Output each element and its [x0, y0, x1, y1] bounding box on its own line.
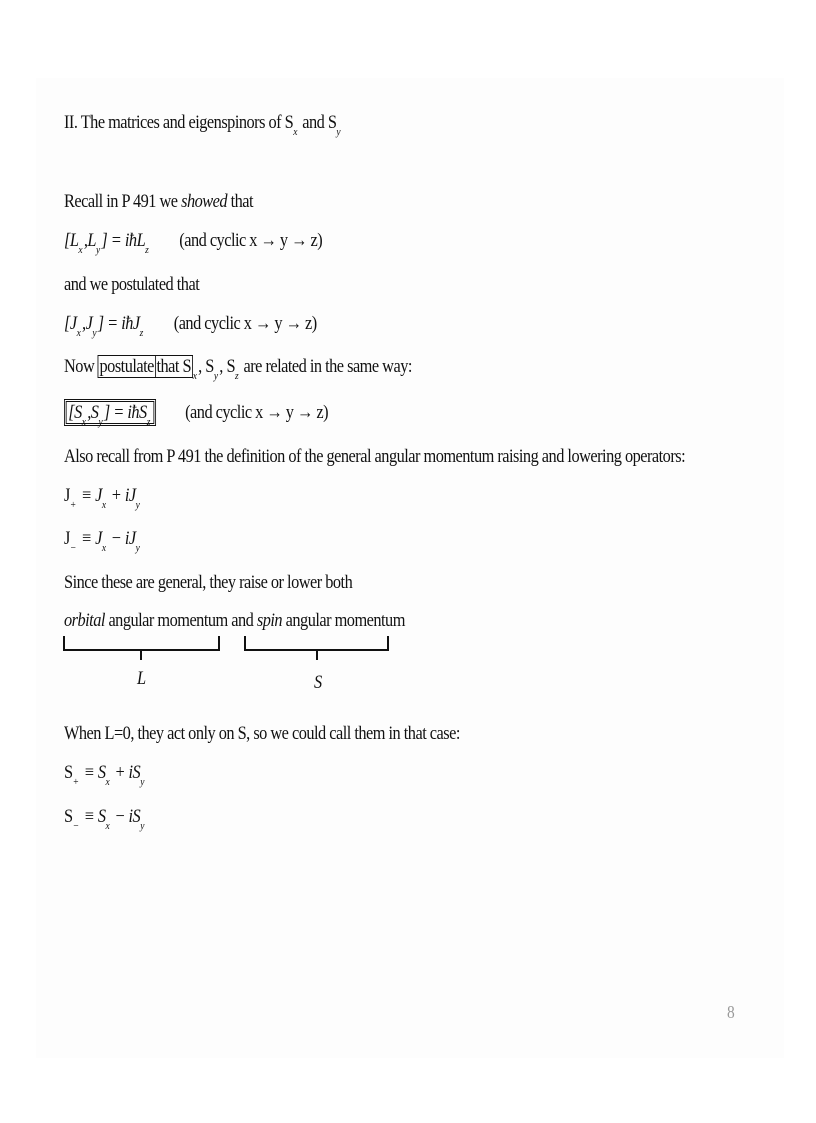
cyclic-note: (and cyclic x → y → z)	[179, 230, 323, 251]
eq-part: ] = iħL	[101, 230, 146, 251]
eq-part: [S	[68, 402, 82, 423]
eq-sub: x	[105, 776, 110, 788]
eq-part: + iS	[110, 762, 141, 783]
eq-sub: x	[78, 244, 83, 256]
eq-sub: x	[81, 416, 86, 428]
eq-sub: x	[105, 820, 110, 832]
heading-text-and: and S	[298, 112, 337, 133]
eq-part: ,S	[87, 402, 99, 423]
now-text: Now	[64, 356, 98, 377]
eq-part: − iS	[110, 806, 141, 827]
eq-sub: x	[76, 327, 81, 339]
eq-sub: y	[135, 542, 140, 554]
eq-sub: y	[92, 327, 97, 339]
eq-sub: x	[101, 542, 106, 554]
eq-part: ] = iħJ	[97, 313, 140, 334]
eq-sub: y	[95, 244, 100, 256]
orbital-word: orbital	[64, 610, 105, 631]
eq-part: J	[64, 528, 70, 549]
eq-sub: y	[135, 499, 140, 511]
s-minus-definition	[64, 806, 146, 837]
now-text: are related in the same way:	[239, 356, 412, 377]
spin-word: spin	[256, 610, 283, 631]
eq-part: ≡ J	[77, 528, 102, 549]
heading-text: II. The matrices and eigenspinors of S	[64, 112, 294, 133]
eq-sub: +	[69, 499, 76, 511]
now-sub: x	[192, 370, 197, 382]
heading-sub-y: y	[336, 126, 341, 138]
when-l0-line: When L=0, they act only on S, so we could call them in that case:	[64, 723, 460, 744]
eq-part: ] = iħS	[103, 402, 147, 423]
cyclic-note: (and cyclic x → y → z)	[185, 402, 329, 423]
heading-sub-x: x	[293, 126, 297, 138]
eq-sub: +	[72, 776, 79, 788]
now-sub: y	[213, 370, 218, 382]
eq-sub: z	[139, 327, 143, 339]
orbital-text: angular momentum and	[104, 610, 257, 631]
eq-sub: x	[101, 499, 106, 511]
now-text: , S	[198, 356, 214, 377]
eq-sub: y	[98, 416, 103, 428]
eq-sub: y	[140, 776, 144, 788]
right-underbrace	[245, 636, 388, 660]
eq-part: S	[64, 806, 73, 827]
s-plus-definition	[64, 762, 146, 793]
brace-label-S: S	[314, 672, 323, 693]
eq-part: + iJ	[107, 485, 136, 506]
recall-text-end: that	[227, 191, 254, 212]
since-line: Since these are general, they raise or lower both	[64, 572, 353, 593]
eq-part: S	[64, 762, 73, 783]
recall-emphasis: showed	[181, 191, 228, 212]
cyclic-note: (and cyclic x → y → z)	[173, 313, 317, 334]
eq-part: [J	[64, 313, 77, 334]
eq-part: [L	[64, 230, 79, 251]
eq-sub: −	[69, 542, 76, 554]
left-underbrace	[64, 636, 219, 660]
recall-text: Recall in P 491 we	[64, 191, 182, 212]
orbital-text: angular momentum	[282, 610, 405, 631]
eq-part: ,L	[83, 230, 96, 251]
eq-part: J	[64, 485, 70, 506]
now-text: that S	[156, 356, 192, 377]
postulated-line: and we postulated that	[64, 274, 200, 295]
page-number: 8	[727, 1002, 735, 1022]
eq-sub: y	[140, 820, 144, 832]
also-recall-line: Also recall from P 491 the definition of the general angular momentum raising and lowering operators:	[64, 446, 686, 467]
brace-label-L: L	[137, 668, 147, 689]
eq-part: ≡ S	[80, 762, 106, 783]
now-text: , S	[219, 356, 236, 377]
eq-sub: z	[145, 244, 149, 256]
eq-part: ,J	[82, 313, 93, 334]
eq-sub: −	[72, 820, 79, 832]
now-sub: z	[235, 370, 239, 382]
eq-part: ≡ J	[77, 485, 102, 506]
eq-sub: z	[146, 416, 150, 428]
eq-part: ≡ S	[80, 806, 106, 827]
eq-part: − iJ	[107, 528, 136, 549]
postulate-box: postulate	[99, 356, 154, 377]
